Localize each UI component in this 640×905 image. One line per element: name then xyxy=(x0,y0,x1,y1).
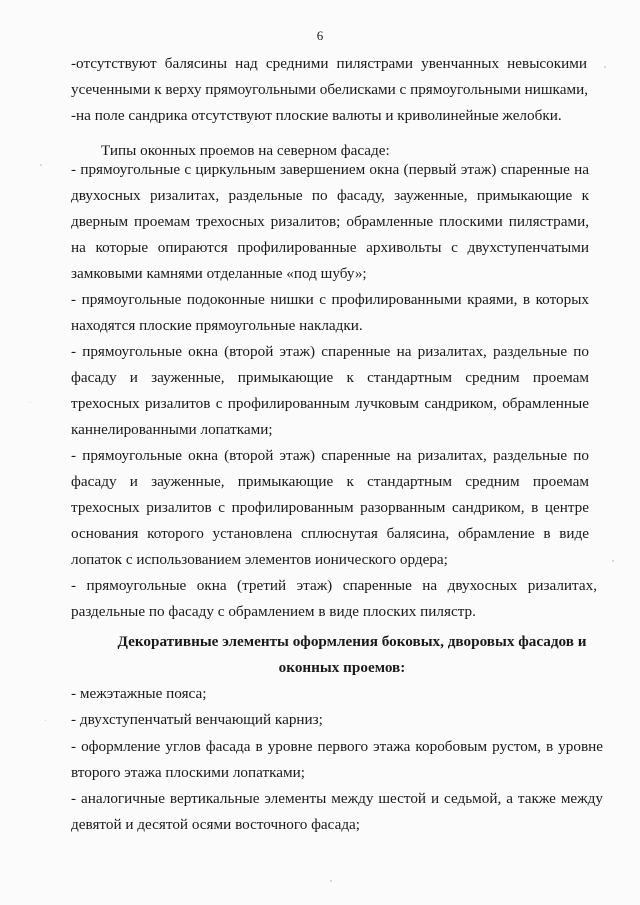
text-line: - прямоугольные подоконные нишки с профилированными краями, в которых xyxy=(71,291,589,308)
text-line: находятся плоские прямоугольные накладки. xyxy=(71,317,363,334)
list-item: - аналогичные вертикальные элементы между шестой и седьмой, а также между xyxy=(71,790,603,807)
scan-speck xyxy=(30,402,31,403)
text-line: на которые опираются профилированные архивольты с двухступенчатыми xyxy=(71,239,589,256)
text-line: каннелированными лопатками; xyxy=(71,421,273,438)
text-line: лопаток с использованием элементов ионического ордера; xyxy=(71,551,448,568)
scan-speck xyxy=(40,164,42,166)
scan-speck xyxy=(612,560,614,562)
text-line: двухосных ризалитах, раздельные по фасаду, зауженные, примыкающие к xyxy=(71,187,589,204)
text-line: - прямоугольные окна (третий этаж) спаренные на двухосных ризалитах, xyxy=(71,577,597,594)
scan-speck xyxy=(45,720,46,721)
text-line: раздельные по фасаду с обрамлением в виде плоских пилястр. xyxy=(71,603,476,620)
text-line: дверным проемам трехосных ризалитов; обрамленные плоскими пилястрами, xyxy=(71,213,589,230)
page-number: 6 xyxy=(316,28,324,43)
list-item: девятой и десятой осями восточного фасада; xyxy=(71,816,361,833)
text-line: усеченными к верху прямоугольными обелисками с прямоугольными нишками, xyxy=(71,81,588,98)
scan-speck xyxy=(330,880,332,882)
section-heading: оконных проемов: xyxy=(278,659,406,676)
text-line: фасаду и зауженные, примыкающие к стандартным средним проемам xyxy=(71,369,589,386)
list-item: - межэтажные пояса; xyxy=(71,685,207,702)
list-item: второго этажа плоскими лопатками; xyxy=(71,764,305,781)
text-line: трехосных ризалитов с профилированным лучковым сандриком, обрамленные xyxy=(71,395,589,412)
text-line: замковыми камнями отделанные «под шубу»; xyxy=(71,265,367,282)
text-line: - прямоугольные окна (второй этаж) спаренные на ризалитах, раздельные по xyxy=(71,343,589,360)
text-line: -отсутствуют балясины над средними пилястрами увенчанных невысокими xyxy=(71,55,587,72)
text-line: -на поле сандрика отсутствуют плоские валюты и криволинейные желобки. xyxy=(71,107,562,124)
list-item: - двухступенчатый венчающий карниз; xyxy=(71,711,323,728)
list-item: - оформление углов фасада в уровне первого этажа коробовым рустом, в уровне xyxy=(71,738,603,755)
text-line: трехосных ризалитов с профилированным разорванным сандриком, в центре xyxy=(71,499,589,516)
scan-speck xyxy=(604,66,606,68)
text-line: - прямоугольные окна (второй этаж) спаренные на ризалитах, раздельные по xyxy=(71,447,589,464)
section-heading: Декоративные элементы оформления боковых, дворовых фасадов и xyxy=(117,633,587,650)
section-intro-line: Типы оконных проемов на северном фасаде: xyxy=(101,142,390,159)
text-line: фасаду и зауженные, примыкающие к стандартным средним проемам xyxy=(71,473,589,490)
text-line: основания которого установлена сплюснутая балясина, обрамление в виде xyxy=(71,525,589,542)
text-line: - прямоугольные с циркульным завершением окна (первый этаж) спаренные на xyxy=(71,161,589,178)
